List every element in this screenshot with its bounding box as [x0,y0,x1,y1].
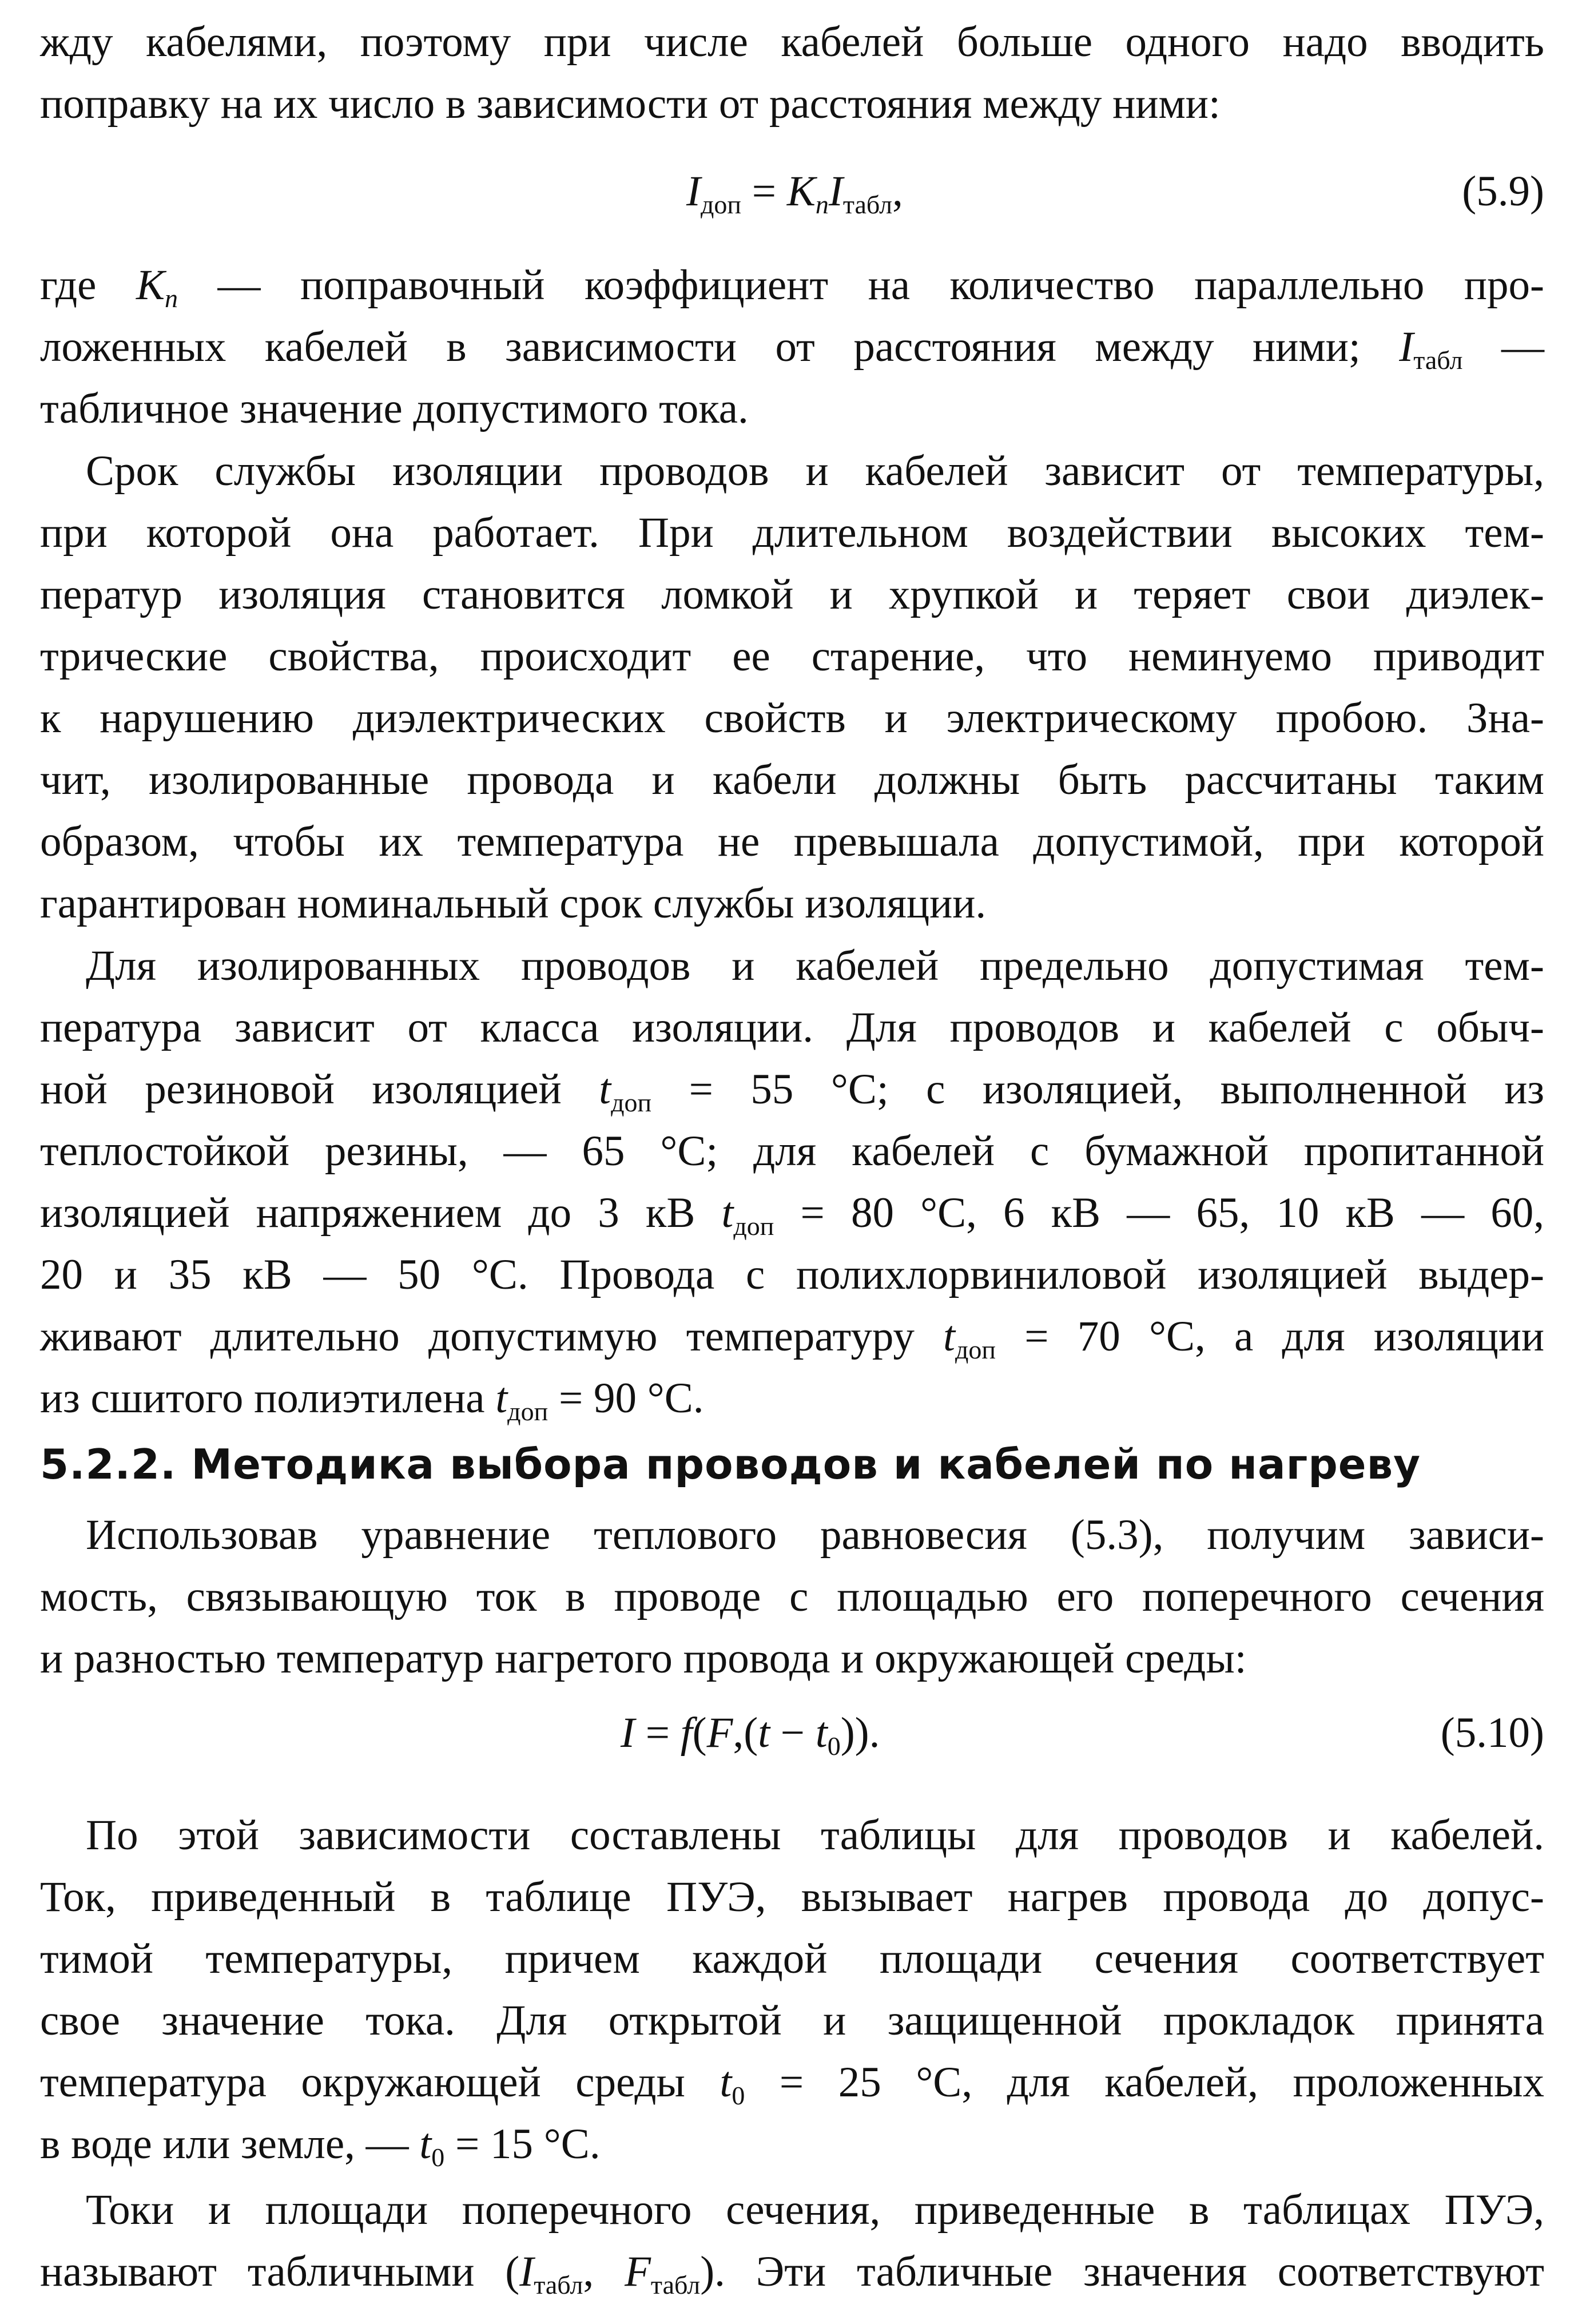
life-line-3: ператур изоляция становится ломкой и хрупкой и теряет свои диэлек- [40,571,1544,618]
equation-number-5-9: (5.9) [1462,168,1544,215]
life-line-2: при которой она работает. При длительном воздействии высоких тем- [40,509,1544,557]
life-line-4: трические свойства, происходит ее старение, что неминуемо приводит [40,633,1544,680]
where-line-2: ложенных кабелей в зависимости от расстояния между ними; $I_{табл}$ — [40,323,1545,375]
tabular-values-paragraph [40,2179,1544,2303]
method-line-1: Использовав уравнение теплового равновесия (5.3), получим зависи- [86,1511,1544,1559]
tables-line-1: По этой зависимости составлены таблицы для проводов и кабелей. [86,1811,1544,1859]
life-line-1: Срок службы изоляции проводов и кабелей зависит от температуры, [86,447,1544,495]
last-line-2: называют табличными ($I_{табл}$, $F_{табл}$). Эти табличные значения соответствуют [40,2248,1545,2299]
temp-line-6: 20 и 35 кВ — 50 °С. Провода с полихлорвиниловой изоляцией выдер- [40,1251,1544,1298]
formula-5-9 [40,160,1544,223]
tables-paragraph [40,1805,1544,2175]
where-line-1: где $K_n$ — поправочный коэффициент на количество параллельно про- [40,261,1544,313]
formula-5-10-expression: $I = f(F,(t - t_0))$. [621,1709,880,1761]
tables-line-2: Ток, приведенный в таблице ПУЭ, вызывает нагрев провода до допус- [40,1873,1544,1921]
tables-line-6: в воде или земле, — $t_0 = 15$ °С. [40,2120,601,2172]
temp-line-3: ной резиновой изоляцией $t_{доп} = 55$ °С; с изоляцией, выполненной из [40,1066,1545,1117]
section-heading: 5.2.2. Методика выбора проводов и кабелей по нагреву [40,1440,1421,1488]
temp-line-5: изоляцией напряжением до 3 кВ $t_{доп} = 80$ °С, 6 кВ — 65, 10 кВ — 60, [40,1189,1544,1241]
where-paragraph [40,255,1544,440]
formula-5-10 [40,1702,1544,1765]
tables-line-5: температура окружающей среды $t_0 = 25$ °С, для кабелей, проложенных [40,2059,1544,2110]
life-line-8: гарантирован номинальный срок службы изоляции. [40,880,987,927]
temp-line-7: живают длительно допустимую температуру $t_{доп} = 70$ °С, а для изоляции [40,1313,1545,1364]
life-line-6: чит, изолированные провода и кабели должны быть рассчитаны таким [40,756,1544,804]
life-line-5: к нарушению диэлектрических свойств и электрическому пробою. Зна- [40,694,1544,742]
intro-line-2: поправку на их число в зависимости от расстояния между ними: [40,80,1221,128]
temperature-limits-paragraph [40,935,1544,1429]
life-line-7: образом, чтобы их температура не превышала допустимой, при которой [40,818,1544,865]
equation-number-5-10: (5.10) [1440,1709,1544,1757]
method-line-2: мость, связывающую ток в проводе с площадью его поперечного сечения [40,1573,1544,1620]
formula-5-9-expression: $I_{доп} = K_nI_{табл}$, [686,168,903,219]
insulation-life-paragraph [40,440,1544,935]
intro-line-1: жду кабелями, поэтому при числе кабелей больше одного надо вводить [40,18,1544,66]
where-line-3: табличное значение допустимого тока. [40,385,749,432]
tables-line-3: тимой температуры, причем каждой площади сечения соответствует [40,1935,1544,1983]
last-line-1: Токи и площади поперечного сечения, приведенные в таблицах ПУЭ, [86,2186,1544,2234]
tables-line-4: свое значение тока. Для открытой и защищенной прокладок принята [40,1997,1544,2044]
intro-paragraph [40,11,1544,135]
temp-line-1: Для изолированных проводов и кабелей предельно допустимая тем- [86,942,1544,990]
temp-line-2: пература зависит от класса изоляции. Для проводов и кабелей с обыч- [40,1004,1544,1051]
temp-line-4: теплостойкой резины, — 65 °С; для кабелей с бумажной пропитанной [40,1127,1544,1175]
method-paragraph [40,1504,1544,1690]
method-line-3: и разностью температур нагретого провода и окружающей среды: [40,1635,1247,1682]
temp-line-8: из сшитого полиэтилена $t_{доп} = 90$ °С. [40,1374,704,1426]
